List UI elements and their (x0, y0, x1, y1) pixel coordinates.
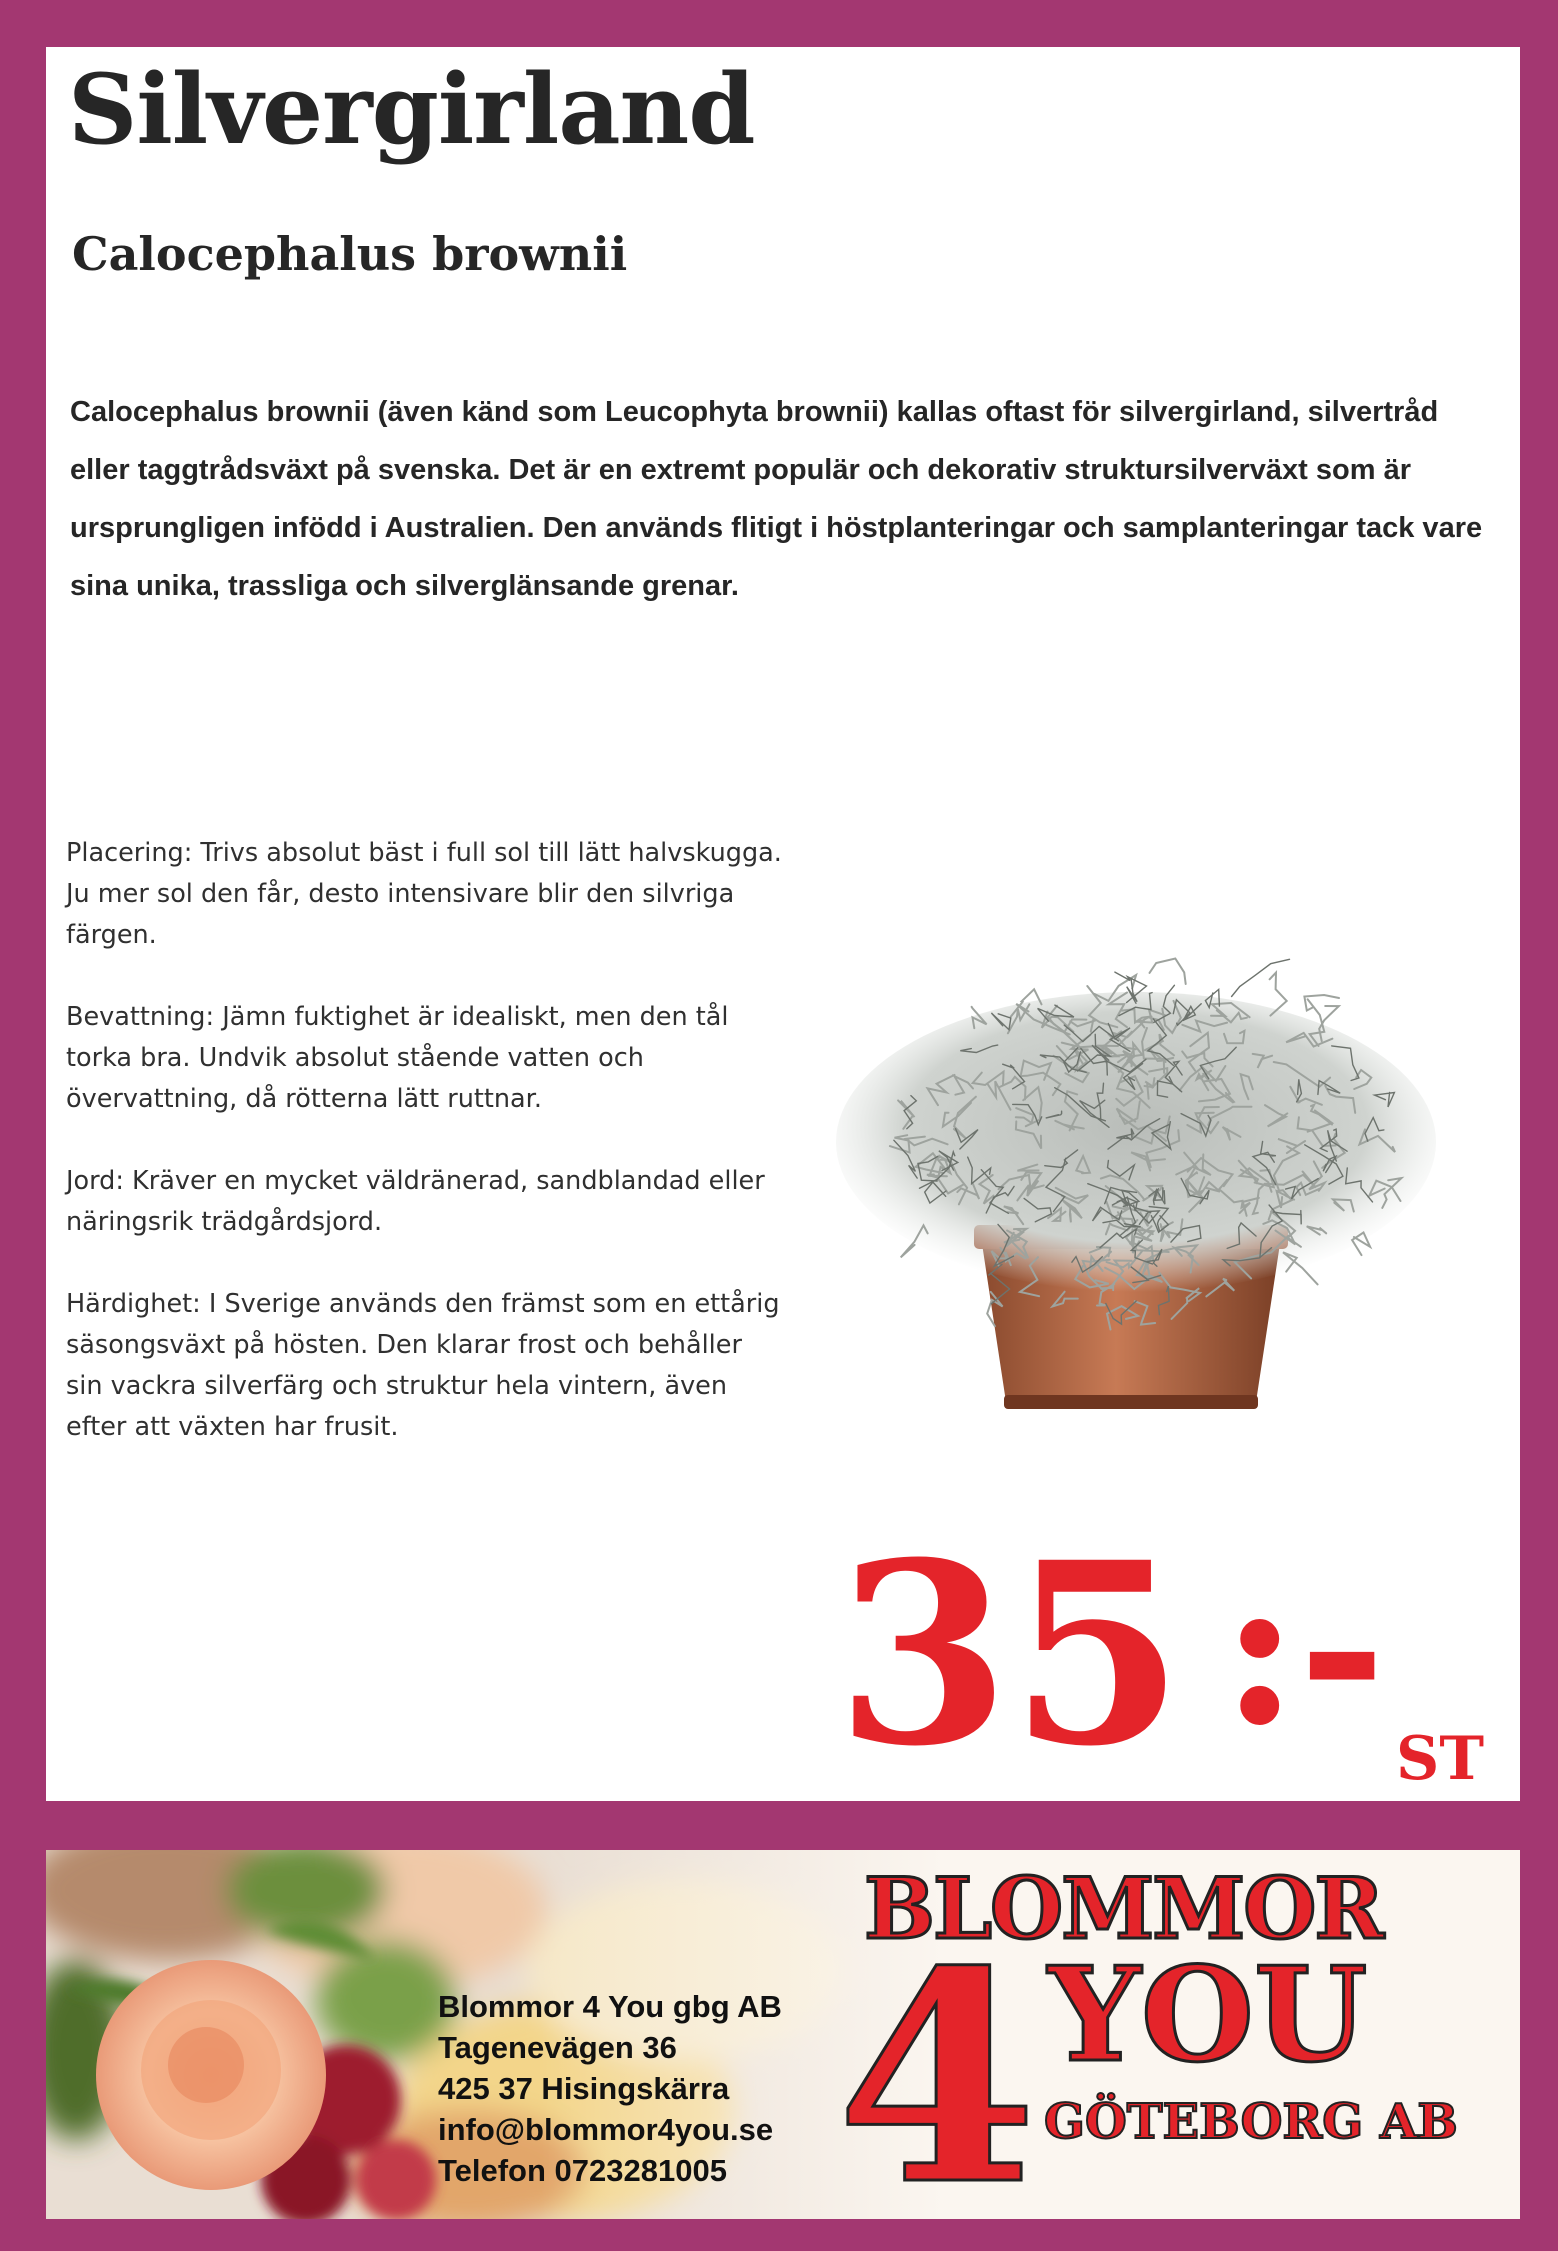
company-name: Blommor 4 You gbg AB (438, 1989, 782, 2024)
street-address: Tagenevägen 36 (438, 2030, 677, 2065)
intro-text: Calocephalus brownii (även känd som Leucophyta brownii) kallas oftast för silvergirland, silvertråd eller taggtrådsväxt på svenska. Det är en extremt populär och dekorativ struktursilverväxt som är ursprungligen infödd i Australien. Den används flitigt i höstplanteringar och samplanteringar tack vare sina unika, trassliga och silverglänsande grenar. (70, 396, 1483, 602)
postal-city: 425 37 Hisingskärra (438, 2071, 730, 2106)
care-hardiness: Härdighet: I Sverige används den främst som en ettårig säsongsväxt på hösten. Den klarar frost och behåller sin vackra silverfärg och struktur hela vintern, även efter att växten har frusit. (66, 1289, 780, 1442)
store-logo (836, 1850, 1520, 2219)
care-details (66, 833, 786, 1489)
page-title: Silvergirland (68, 53, 755, 166)
price-suffix: :- (1221, 1525, 1386, 1772)
care-placement: Placering: Trivs absolut bäst i full sol till lätt halvskugga. Ju mer sol den får, desto intensivare blir den silvriga färgen. (66, 838, 782, 950)
price-amount: 35 (836, 1517, 1184, 1787)
logo-line1: BLOMMOR (864, 1859, 1383, 1958)
main-panel (46, 47, 1520, 1801)
latin-name: Calocephalus brownii (72, 227, 628, 281)
logo-number: 4 (836, 1909, 1038, 2219)
email-address[interactable]: info@blommor4you.se (438, 2112, 774, 2147)
care-soil: Jord: Kräver en mycket väldränerad, sandblandad eller näringsrik trädgårdsjord. (66, 1166, 765, 1237)
care-watering: Bevattning: Jämn fuktighet är idealiskt, men den tål torka bra. Undvik absolut stående vatten och övervattning, då rötterna lätt ruttnar. (66, 1002, 729, 1114)
price-tag (836, 1517, 1516, 1787)
plant-image (816, 907, 1456, 1447)
store-address (438, 1986, 782, 2191)
logo-line2: YOU (1048, 1938, 1368, 2091)
logo-line3: GÖTEBORG AB (1044, 2094, 1458, 2150)
price-unit: ST (1396, 1724, 1484, 1787)
phone-number[interactable]: Telefon 0723281005 (438, 2153, 727, 2188)
footer-banner (46, 1850, 1520, 2219)
